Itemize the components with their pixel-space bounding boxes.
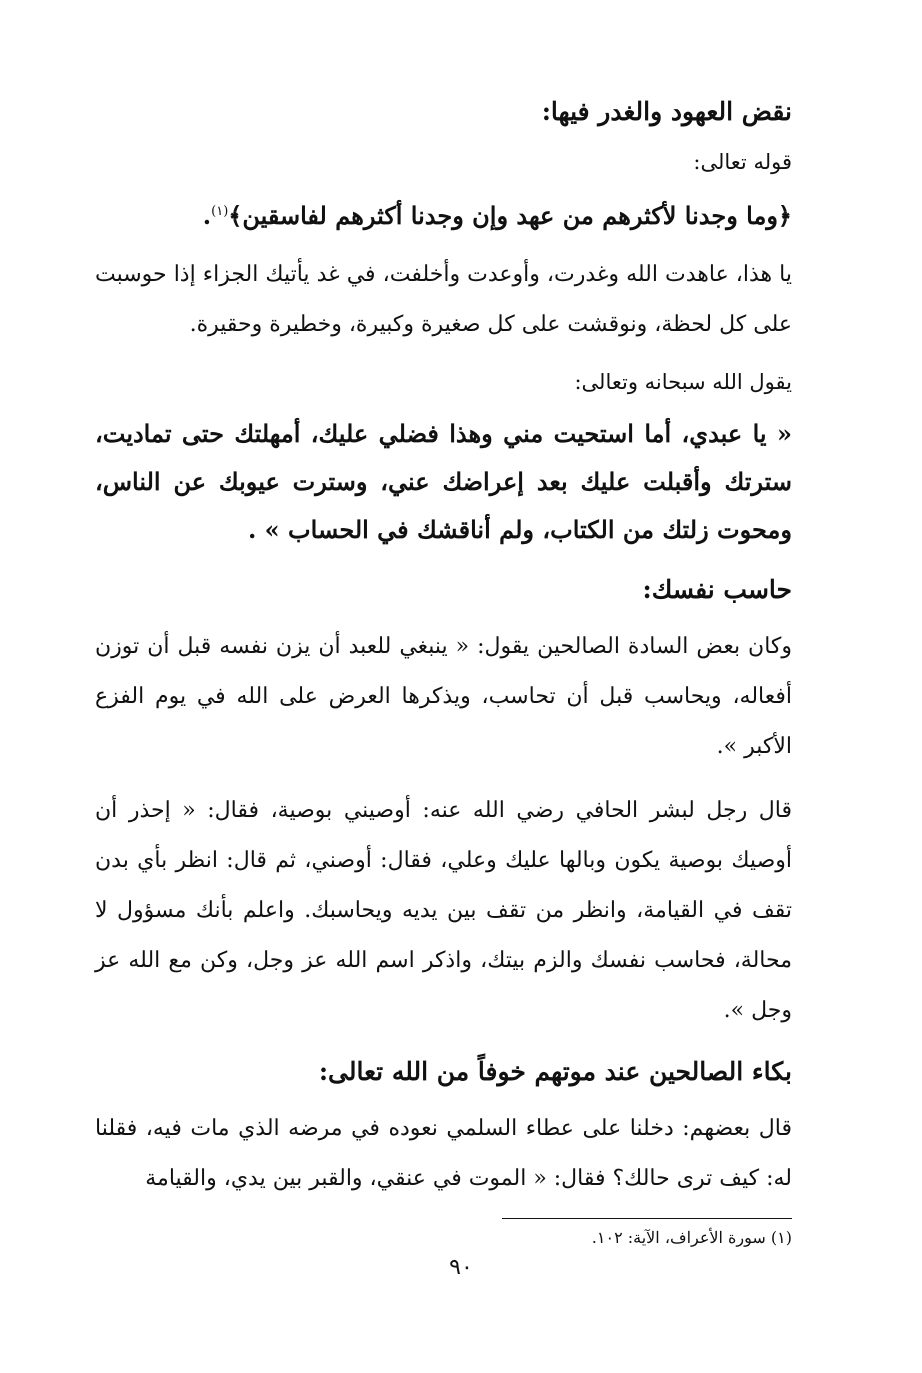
verse-end: .	[202, 201, 212, 230]
quran-verse	[95, 190, 792, 238]
paragraph-ata-alsulami: قال بعضهم: دخلنا على عطاء السلمي نعوده في مرضه الذي مات فيه، فقلنا له: كيف ترى حالك؟ فقال: « الموت في عنقي، والقبر بين يدي، والقيامة	[95, 1116, 792, 1191]
section-heading-self-accounting: حاسب نفسك:	[642, 575, 792, 604]
paragraph-covenant: يا هذا، عاهدت الله وغدرت، وأوعدت وأخلفت، في غد يأتيك الجزاء إذا حوسبت على كل لحظة، ونوقشت على كل صغيرة وكبيرة، وخطيرة وحقيرة.	[95, 262, 792, 337]
footnote-divider	[502, 1218, 792, 1219]
footnote-marker: (١)	[211, 204, 229, 219]
hadith-intro: يقول الله سبحانه وتعالى:	[574, 370, 792, 394]
page-number: ٩٠	[449, 1255, 473, 1280]
page-body	[95, 90, 792, 1251]
section-heading-breaking-covenants: نقض العهود والغدر فيها:	[541, 97, 792, 126]
verse-text: ﴿وما وجدنا لأكثرهم من عهد وإن وجدنا أكثرهم لفاسقين﴾	[228, 201, 792, 230]
hadith-quote: « يا عبدي، أما استحيت مني وهذا فضلي عليك، أمهلتك حتى تماديت، سترتك وأقبلت عليك بعد إعراضك عني، وسترت عيوبك عن الناس، ومحوت زلتك من الكتاب، ولم أناقشك في الحساب » .	[95, 419, 792, 544]
verse-intro: قوله تعالى:	[693, 150, 792, 174]
paragraph-righteous-saying: وكان بعض السادة الصالحين يقول: « ينبغي للعبد أن يزن نفسه قبل أن توزن أفعاله، ويحاسب قبل أن تحاسب، ويذكرها العرض على الله في يوم الفزع الأكبر ».	[95, 634, 792, 759]
footnote: (١) سورة الأعراف، الآية: ١٠٢.	[591, 1228, 792, 1247]
section-heading-weeping-righteous: بكاء الصالحين عند موتهم خوفاً من الله تعالى:	[318, 1057, 792, 1086]
paragraph-bishr-alhafi: قال رجل لبشر الحافي رضي الله عنه: أوصيني بوصية، فقال: « إحذر أن أوصيك بوصية يكون وبالها عليك وعلي، فقال: أوصني، ثم قال: انظر بأي بدن تقف في القيامة، وانظر من تقف بين يديه ويحاسبك. واعلم بأنك مسؤول لا محالة، فحاسب نفسك والزم بيتك، واذكر اسم الله عز وجل، وكن مع الله عز وجل ».	[95, 798, 792, 1023]
